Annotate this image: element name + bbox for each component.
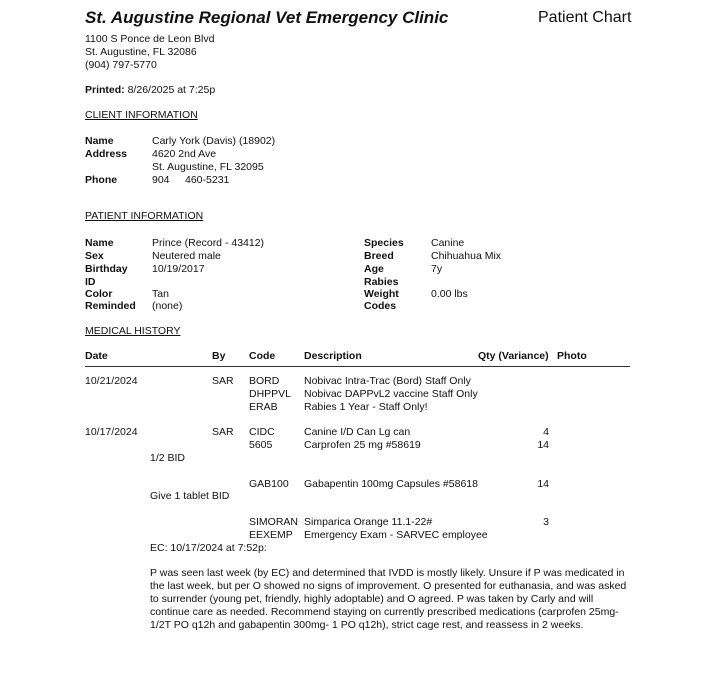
visit2-note-header: EC: 10/17/2024 at 7:52p: <box>150 542 267 554</box>
col-photo-header: Photo <box>557 350 587 362</box>
visit2-item1-description: Canine I/D Can Lg can <box>304 426 411 438</box>
client-phone-area: 904 <box>152 174 170 186</box>
visit1-item3-code: ERAB <box>249 401 278 413</box>
visit2-item4-qty: 3 <box>543 516 549 528</box>
patient-section-heading: PATIENT INFORMATION <box>85 210 204 222</box>
patient-breed: Chihuahua Mix <box>431 250 502 262</box>
col-qty-header: Qty (Variance) <box>478 350 549 362</box>
col-code-header: Code <box>249 350 276 362</box>
client-address-line2: St. Augustine, FL 32095 <box>152 161 264 173</box>
client-name-label: Name <box>85 135 114 147</box>
patient-weight-label: Weight <box>364 288 399 300</box>
visit1-item1-description: Nobivac Intra-Trac (Bord) Staff Only <box>304 375 471 387</box>
patient-species: Canine <box>431 237 465 249</box>
visit2-item3-qty: 14 <box>537 478 549 490</box>
visit1-date: 10/21/2024 <box>85 375 138 387</box>
clinic-address-line2: St. Augustine, FL 32086 <box>85 46 197 58</box>
visit2-item5-code: EEXEMP <box>249 529 293 541</box>
visit2-item2-code: 5605 <box>249 439 273 451</box>
patient-breed-label: Breed <box>364 250 394 262</box>
patient-id-label: ID <box>85 276 96 288</box>
visit2-item2-qty: 14 <box>537 439 549 451</box>
visit2-date: 10/17/2024 <box>85 426 138 438</box>
visit2-clinical-note: P was seen last week (by EC) and determined that IVDD is mostly likely. Unsure if P was medicated in the last week, but per O showed no signs of improvement. O presented for euthanasia, and was asked to surrender (young pet, friendly, highly adoptable) and O agreed. P was taken by Carly and will continue care as needed. Recommend staying on currently prescribed medications (carprofen 25mg- 1/2T PO q12h and gabapentin 300mg- 1 PO q12h), strict cage rest, and reassess in 2 weeks. <box>150 567 627 631</box>
visit2-item4-description: Simparica Orange 11.1-22# <box>304 516 433 528</box>
visit1-item2-code: DHPPVL <box>249 388 292 400</box>
patient-birthday-label: Birthday <box>85 263 128 275</box>
patient-name-label: Name <box>85 237 114 249</box>
printed-line <box>85 84 215 97</box>
col-date-header: Date <box>85 350 108 362</box>
patient-color: Tan <box>152 288 169 300</box>
visit2-item3-description: Gabapentin 100mg Capsules #58618 <box>304 478 478 490</box>
visit1-item3-description: Rabies 1 Year - Staff Only! <box>304 401 428 413</box>
client-section-heading: CLIENT INFORMATION <box>85 109 198 121</box>
history-section-heading: MEDICAL HISTORY <box>85 325 181 337</box>
col-by-header: By <box>212 350 226 362</box>
visit2-item1-qty: 4 <box>543 426 549 438</box>
clinic-phone: (904) 797-5770 <box>85 59 157 71</box>
visit2-item3-code: GAB100 <box>249 478 289 490</box>
visit2-by: SAR <box>212 426 234 438</box>
patient-color-label: Color <box>85 288 113 300</box>
clinic-name: St. Augustine Regional Vet Emergency Clinic <box>85 8 449 27</box>
document-type: Patient Chart <box>538 9 632 26</box>
printed-value: 8/26/2025 at 7:25p <box>127 84 216 96</box>
patient-age-label: Age <box>364 263 384 275</box>
client-address-label: Address <box>85 148 128 160</box>
visit2-item2-description: Carprofen 25 mg #58619 <box>304 439 421 451</box>
patient-age: 7y <box>431 263 443 275</box>
client-phone-number: 460-5231 <box>185 174 230 186</box>
printed-label: Printed: <box>85 84 125 96</box>
patient-sex: Neutered male <box>152 250 221 262</box>
history-header-divider <box>85 366 630 367</box>
visit1-item2-description: Nobivac DAPPvL2 vaccine Staff Only <box>304 388 478 400</box>
visit2-item1-code: CIDC <box>249 426 275 438</box>
patient-species-label: Species <box>364 237 404 249</box>
visit1-item1-code: BORD <box>249 375 280 387</box>
col-description-header: Description <box>304 350 362 362</box>
visit1-by: SAR <box>212 375 234 387</box>
visit2-instruction2: Give 1 tablet BID <box>150 490 230 502</box>
visit2-item4-code: SIMORAN <box>249 516 299 528</box>
patient-reminded: (none) <box>152 300 183 312</box>
patient-birthday: 10/19/2017 <box>152 263 205 275</box>
patient-weight: 0.00 lbs <box>431 288 468 300</box>
client-phone-label: Phone <box>85 174 118 186</box>
patient-sex-label: Sex <box>85 250 104 262</box>
visit2-instruction1: 1/2 BID <box>150 452 186 464</box>
patient-name: Prince (Record - 43412) <box>152 237 265 249</box>
patient-codes-label: Codes <box>364 300 397 312</box>
client-name: Carly York (Davis) (18902) <box>152 135 276 147</box>
client-address-line1: 4620 2nd Ave <box>152 148 217 160</box>
patient-reminded-label: Reminded <box>85 300 136 312</box>
clinic-address-line1: 1100 S Ponce de Leon Blvd <box>85 33 215 45</box>
visit2-item5-description: Emergency Exam - SARVEC employee <box>304 529 488 541</box>
patient-rabies-label: Rabies <box>364 276 399 288</box>
